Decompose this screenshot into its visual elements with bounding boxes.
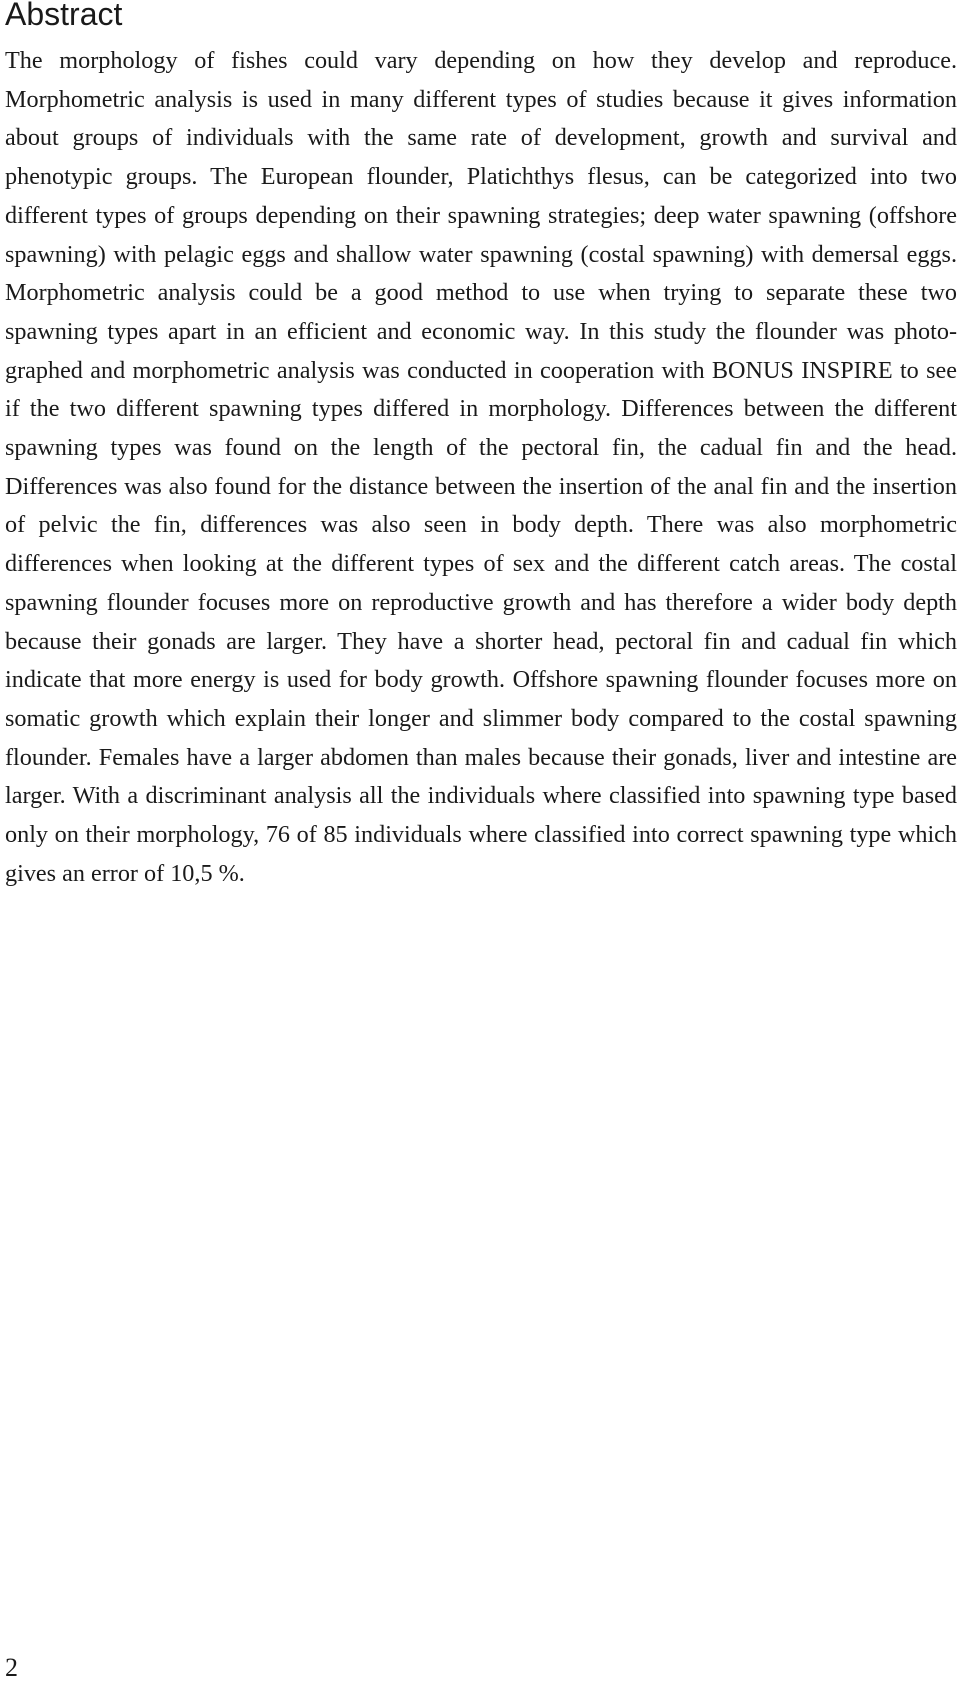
page-number: 2 (5, 1653, 18, 1682)
abstract-paragraph: The morphology of fishes could vary depending on how they develop and reproduce. Morphometric analysis is used in many different types of studies because it gives information about groups of individuals with the same rate of development, growth and survival and phenotypic groups. The European flounder, Platichthys flesus, can be categorized into two different types of groups depending on their spawning strategies; deep water spawning (offshore spawning) with pelagic eggs and shallow water spawning (costal spawning) with demersal eggs. Morphometric analysis could be a good method to use when trying to separate these two spawning types apart in an efficient and economic way. In this study the flounder was photographed and morphometric analysis was conducted in cooperation with BONUS INSPIRE to see if the two different spawning types differed in morphology. Differences between the different spawning types was found on the length of the pectoral fin, the cadual fin and the head. Differences was also found for the distance between the insertion of the anal fin and the insertion of pelvic the fin, differences was also seen in body depth. There was also morphometric differences when looking at the different types of sex and the different catch areas. The costal spawning flounder focuses more on reproductive growth and has therefore a wider body depth because their gonads are larger. They have a shorter head, pectoral fin and cadual fin which indicate that more energy is used for body growth. Offshore spawning flounder focuses more on somatic growth which explain their longer and slimmer body compared to the costal spawning flounder. Females have a larger abdomen than males because their gonads, liver and intestine are larger. With a discriminant analysis all the individuals where classified into spawning type based only on their morphology, 76 of 85 individuals where classified into correct spawning type which gives an error of 10,5 %. (5, 47, 957, 887)
section-heading: Abstract (5, 0, 123, 32)
